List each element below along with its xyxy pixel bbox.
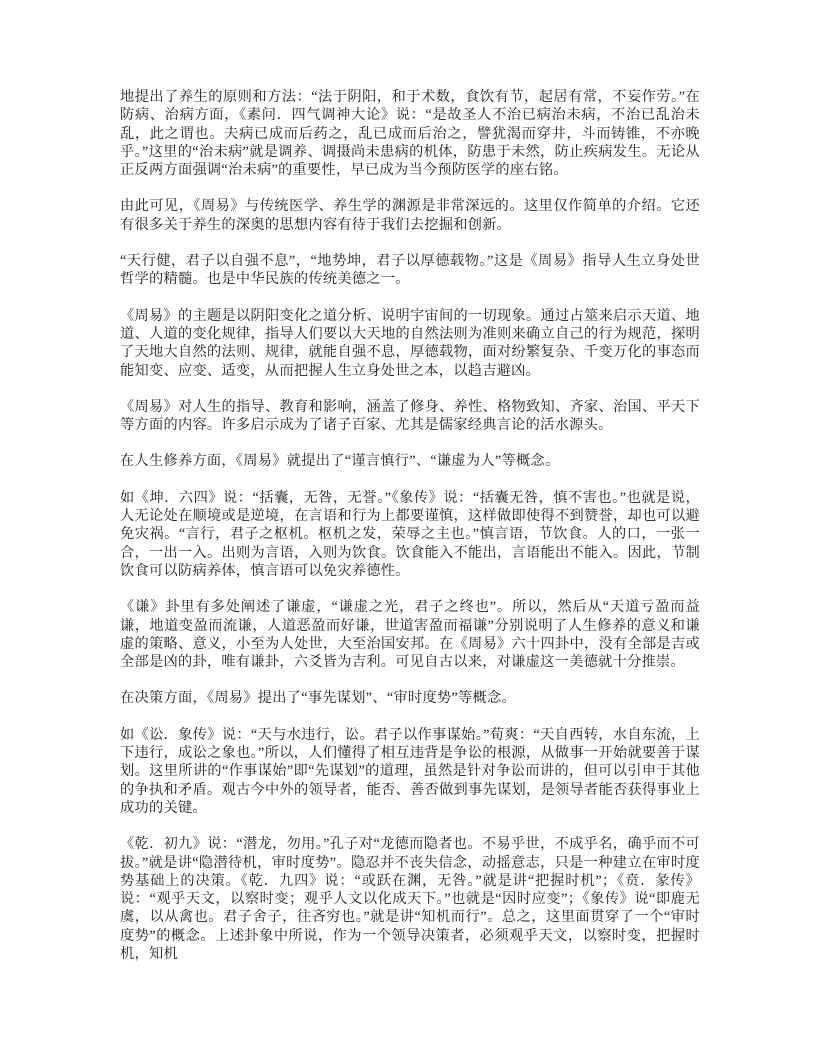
paragraph-qian-chujiu: 《乾．初九》说：“潜龙，勿用。”孔子对“龙德而隐者也。不易乎世，不成乎名，确乎而不可拔。”就是讲“隐潜待机，审时度势”。隐忍并不丧失信念，动摇意志，只是一种建立在审时度势基础上的决策。《乾．九四》说：“或跃在渊，无咎。”就是讲“把握时机”；《贲．彖传》说：“观乎天文，以察时变；观乎人文以化成天下。”也就是“因时应变”；《象传》说“即鹿无虞，以从禽也。君子舍子，往吝穷也。”就是讲“知机而行”。总之，这里面贯穿了一个“审时度势”的概念。上述卦象中所说，作为一个领导决策者，必须观乎天文，以察时变，把握时机，知机 [120, 836, 700, 962]
paragraph-zhouyi-theme: 《周易》的主题是以阴阳变化之道分析、说明宇宙间的一切现象。通过占筮来启示天道、地道、人道的变化规律，指导人们要以大天地的自然法则为准则来确立自己的行为规范，探明了天地大自然的法则、规律，就能自强不息，厚德载物，面对纷繁复杂、千变万化的事态而能知变、应变、适变，从而把握人生立身处世之本，以趋吉避凶。 [120, 307, 700, 379]
paragraph-zhouyi-influence: 《周易》对人生的指导、教育和影响，涵盖了修身、养性、格物致知、齐家、治国、平天下等方面的内容。许多启示成为了诸子百家、尤其是儒家经典言论的活水源头。 [120, 398, 700, 434]
document-body-text [120, 88, 700, 963]
paragraph-continuation-yangsheng: 地提出了养生的原则和方法：“法于阴阳，和于术数，食饮有节，起居有常，不妄作劳。”在防病、治病方面，《素问．四气调神大论》说：“是故圣人不治已病治未病，不治已乱治未乱，此之谓也。夫病已成而后药之，乱已成而后治之，譬犹渴而穿井，斗而铸锥，不亦晚乎。”这里的“治未病”就是调养、调摄尚未患病的机体，防患于未然，防止疾病发生。无论从正反两方面强调“治未病”的重要性，早已成为当今预防医学的座右铭。 [120, 89, 700, 179]
paragraph-song-xiangzhuan: 如《讼．象传》说：“天与水违行，讼。君子以作事谋始。”荀爽：“天自西转，水自东流，上下违行，成讼之象也。”所以，人们懂得了相互违背是争讼的根源，从做事一开始就要善于谋划。这里所讲的“作事谋始”即“先谋划”的道理，虽然是针对争讼而讲的，但可以引申于其他的争执和矛盾。观古今中外的领导者，能否、善否做到事先谋划，是领导者能否获得事业上成功的关键。 [120, 726, 700, 816]
paragraph-self-cultivation-intro: 在人生修养方面，《周易》就提出了“谨言慎行”、“谦虚为人”等概念。 [120, 453, 560, 470]
paragraph-decision-intro: 在决策方面，《周易》提出了“事先谋划”、“审时度势”等概念。 [120, 690, 516, 707]
paragraph-qian-hexagram-humility: 《谦》卦里有多处阐述了谦虚，“谦虚之光，君子之终也”。所以，然后从“天道亏盈而益谦，地道变盈而流谦，人道恶盈而好谦，世道害盈而福谦”分别说明了人生修养的意义和谦虚的策略、意义，小至为人处世，大至治国安邦。在《周易》六十四卦中，没有全部是吉或全部是凶的卦，唯有谦卦，六爻皆为吉利。可见自古以来，对谦虚这一美德就十分推崇。 [120, 599, 700, 671]
paragraph-kun-liusi: 如《坤．六四》说：“括囊，无咎，无誉。”《象传》说：“括囊无咎，慎不害也。”也就是说，人无论处在顺境或是逆境，在言语和行为上都要谨慎，这样做即使得不到赞誉，却也可以避免灾祸。“言行，君子之枢机。枢机之发，荣辱之主也。”慎言语，节饮食。人的口，一张一合，一出一入。出则为言语，入则为饮食。饮食能入不能出，言语能出不能入。因此，节制饮食可以防病养体，慎言语可以免灾养德性。 [120, 489, 700, 579]
paragraph-tianxingjian-quote: “天行健，君子以自强不息”，“地势坤，君子以厚德载物。”这是《周易》指导人生立身处世哲学的精髓。也是中华民族的传统美德之一。 [120, 253, 700, 288]
paragraph-summary-origin: 由此可见，《周易》与传统医学、养生学的渊源是非常深远的。这里仅作简单的介绍。它还有很多关于养生的深奥的思想内容有待于我们去挖掘和创新。 [120, 198, 700, 233]
